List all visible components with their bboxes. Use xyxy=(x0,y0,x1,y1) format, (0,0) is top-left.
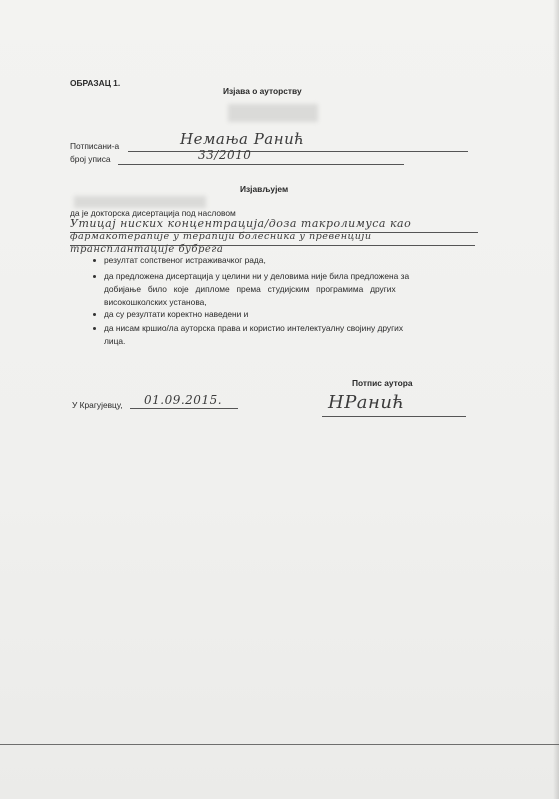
bullet-marker xyxy=(93,275,96,278)
form-code: ОБРАЗАЦ 1. xyxy=(70,78,121,88)
signature-label: Потпис аутора xyxy=(352,378,413,388)
bullet-4-line-1: да нисам кршио/ла ауторска права и користио интелектуалну својину других xyxy=(104,323,404,333)
dissertation-title-line-3: трансплантације бубрега xyxy=(70,244,224,255)
bullet-marker xyxy=(93,327,96,330)
bullet-4-line-2: лица. xyxy=(104,336,126,346)
date-line xyxy=(130,408,238,409)
declaration-intro: да је докторска дисертација под насловом xyxy=(70,208,236,218)
date-handwritten: 01.09.2015. xyxy=(144,393,223,407)
redacted-area xyxy=(228,104,318,122)
redacted-area-2 xyxy=(74,196,206,208)
declaration-heading: Изјављујем xyxy=(240,184,289,194)
bullet-2-line-3: високошколских установа, xyxy=(104,297,207,307)
index-handwritten: 33/2010 xyxy=(198,148,252,162)
bullet-2-line-2: добијање било које дипломе према студијским програмима других xyxy=(104,284,396,294)
bullet-3: да су резултати коректно наведени и xyxy=(104,309,249,319)
bullet-2-line-1: да предложена дисертација у целини ни у деловима није била предложена за xyxy=(104,271,410,281)
bullet-1: резултат сопственог истраживачког рада, xyxy=(104,255,266,265)
author-signature: НРанић xyxy=(328,392,405,413)
place-label: У Крагујевцу, xyxy=(72,400,123,410)
form-title: Изјава о ауторству xyxy=(223,86,302,96)
signer-label: Потписани-а xyxy=(70,141,120,151)
signer-name-handwritten: Немања Ранић xyxy=(180,130,305,148)
page-edge-shadow xyxy=(553,0,559,799)
signature-line xyxy=(322,416,466,417)
dissertation-title-line-1: Утицај ниских концентрација/доза такролимуса као xyxy=(70,217,412,230)
dissertation-title-line-2: фармакотерапије у терапији болесника у превенцији xyxy=(70,231,372,242)
index-line xyxy=(118,164,404,165)
index-label: број уписа xyxy=(70,154,111,164)
signer-name-line xyxy=(128,151,468,152)
page-bottom-rule xyxy=(0,744,559,745)
bullet-marker xyxy=(93,313,96,316)
bullet-marker xyxy=(93,259,96,262)
